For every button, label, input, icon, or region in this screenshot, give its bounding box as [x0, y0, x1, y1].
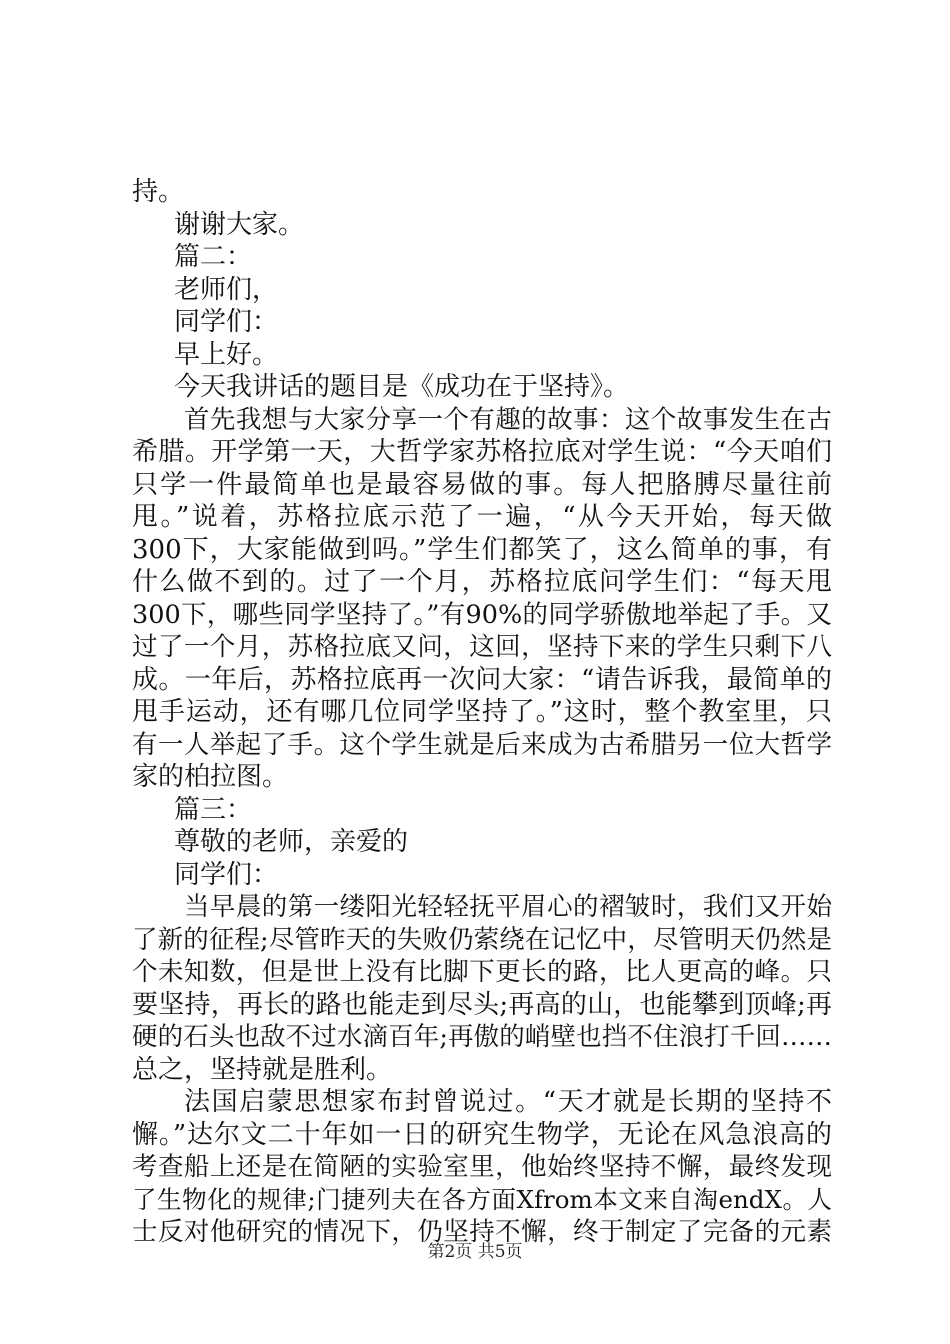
text-line: 硬的石头也敌不过水滴百年;再傲的峭壁也挡不住浪打千回…… — [132, 1022, 832, 1052]
text-line: 谢谢大家。 — [174, 209, 305, 240]
text-line: 了新的征程;尽管昨天的失败仍萦绕在记忆中，尽管明天仍然是 — [132, 924, 832, 955]
text-line: 考查船上还是在简陋的实验室里，他始终坚持不懈，最终发现 — [132, 1152, 832, 1182]
text-line: 过了一个月，苏格拉底又问，这回，坚持下来的学生只剩下八 — [132, 632, 832, 662]
text-line: 个未知数，但是世上没有比脚下更长的路，比人更高的峰。只 — [132, 957, 832, 987]
text-line: 希腊。开学第一天，大哲学家苏格拉底对学生说：“今天咱们 — [132, 437, 832, 467]
text-line: 300下，大家能做到吗。”学生们都笑了，这么简单的事，有 — [132, 534, 832, 565]
text-line: 篇二： — [174, 242, 253, 272]
text-line: 早上好。 — [174, 339, 279, 370]
page-footer: 第2页 共5页 — [427, 1242, 523, 1262]
text-line: 了生物化的规律;门捷列夫在各方面Xfrom本文来自淘endX。人 — [132, 1184, 832, 1214]
text-line: 家的柏拉图。 — [132, 762, 289, 792]
text-line: 总之，坚持就是胜利。 — [132, 1054, 393, 1085]
text-line: 懈。”达尔文二十年如一日的研究生物学，无论在风急浪高的 — [132, 1119, 832, 1150]
text-line: 老师们， — [174, 274, 279, 305]
text-line: 只学一件最简单也是最容易做的事。每人把胳膊尽量往前 — [132, 469, 832, 500]
text-line: 甩手运动，还有哪几位同学坚持了。”这时，整个教室里，只 — [132, 697, 832, 727]
text-line: 当早晨的第一缕阳光轻轻抚平眉心的褶皱时，我们又开始 — [184, 892, 832, 922]
text-line: 尊敬的老师，亲爱的 — [174, 827, 409, 857]
text-line: 甩。”说着，苏格拉底示范了一遍，“从今天开始，每天做 — [132, 502, 832, 532]
text-line: 同学们： — [174, 307, 279, 337]
text-line: 法国启蒙思想家布封曾说过。“天才就是长期的坚持不 — [184, 1087, 832, 1117]
text-line: 首先我想与大家分享一个有趣的故事：这个故事发生在古 — [184, 404, 832, 435]
document-body — [132, 176, 832, 1249]
text-line: 篇三： — [174, 794, 253, 825]
text-line: 什么做不到的。过了一个月，苏格拉底问学生们：“每天甩 — [132, 567, 832, 597]
text-line: 要坚持，再长的路也能走到尽头;再高的山，也能攀到顶峰;再 — [132, 989, 832, 1020]
text-line: 同学们： — [174, 859, 279, 890]
text-line: 300下，哪些同学坚持了。”有90%的同学骄傲地举起了手。又 — [132, 599, 832, 630]
text-line: 成。一年后，苏格拉底再一次问大家：“请告诉我，最简单的 — [132, 664, 832, 695]
text-line: 士反对他研究的情况下，仍坚持不懈，终于制定了完备的元素 — [132, 1217, 832, 1247]
text-line: 持。 — [132, 177, 185, 207]
text-line: 今天我讲话的题目是《成功在于坚持》。 — [174, 372, 630, 402]
text-line: 有一人举起了手。这个学生就是后来成为古希腊另一位大哲学 — [132, 729, 832, 760]
